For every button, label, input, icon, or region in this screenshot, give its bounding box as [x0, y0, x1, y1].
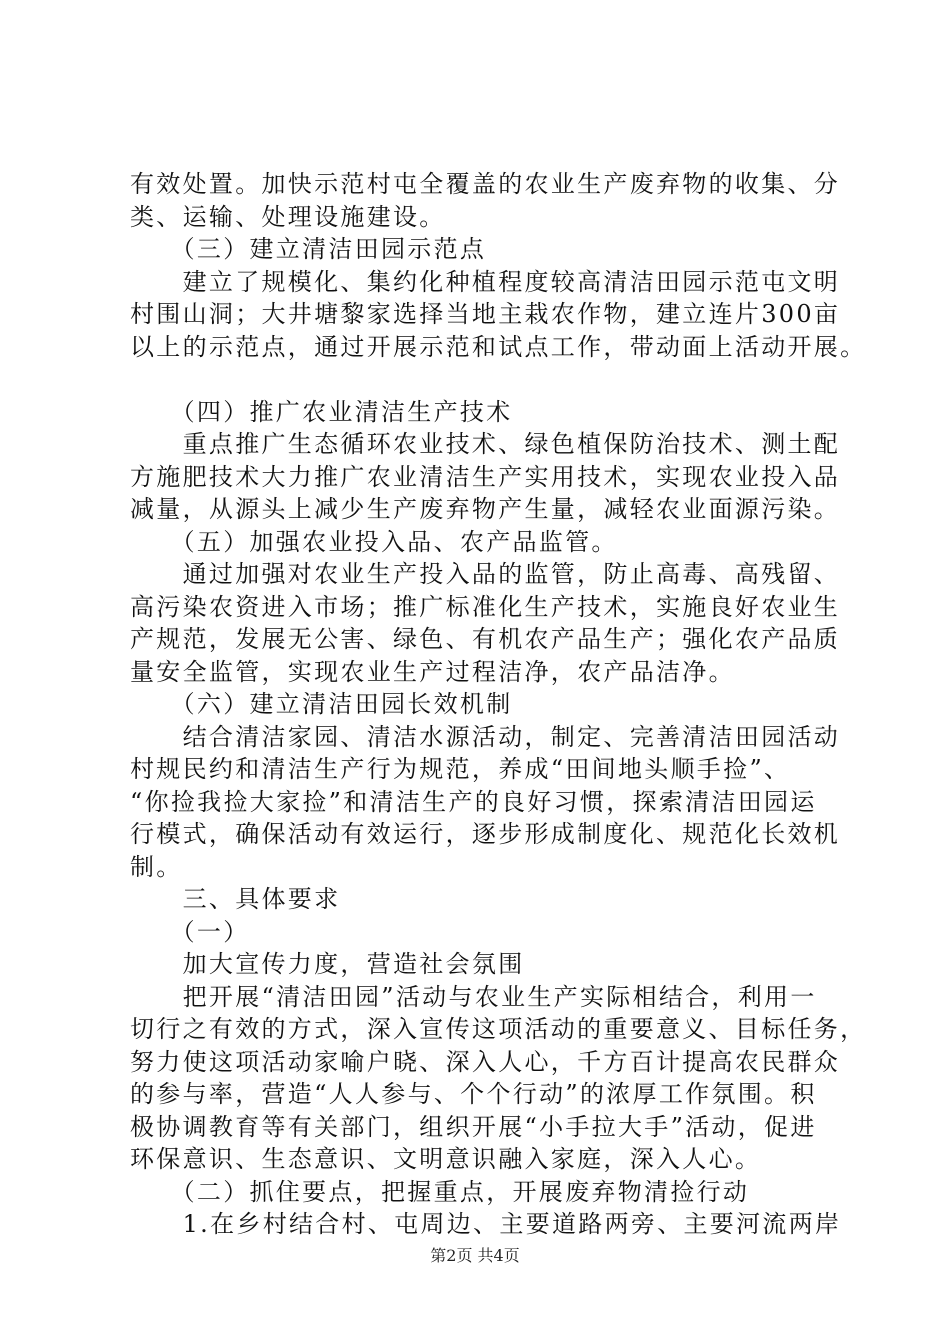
text-line: 以上的示范点，通过开展示范和试点工作，带动面上活动开展。	[130, 332, 867, 361]
text-line: 的参与率，营造“人人参与、个个行动”的浓厚工作氛围。积	[130, 1080, 817, 1108]
blank-line	[130, 363, 846, 396]
text-line: （一）	[130, 917, 250, 946]
text-line: 行模式，确保活动有效运行，逐步形成制度化、规范化长效机	[130, 820, 841, 848]
text-line: 产规范，发展无公害、绿色、有机农产品生产；强化农产品质	[130, 625, 841, 653]
text-line: （六）建立清洁田园长效机制	[130, 690, 513, 718]
text-line: 重点推广生态循环农业技术、绿色植保防治技术、测土配	[130, 430, 841, 458]
text-line: 三、具体要求	[130, 885, 341, 913]
text-line: 把开展“清洁田园”活动与农业生产实际相结合，利用一	[130, 982, 817, 1011]
text-line: 高污染农资进入市场；推广标准化生产技术，实施良好农业生	[130, 592, 841, 621]
text-line: 类、运输、处理设施建设。	[130, 202, 446, 231]
text-line: 村规民约和清洁生产行为规范，养成“田间地头顺手捡”、	[130, 755, 791, 783]
document-body	[130, 168, 867, 1241]
text-line: 制。	[130, 852, 183, 881]
text-line: 建立了规模化、集约化种植程度较高清洁田园示范屯文明	[130, 267, 841, 296]
text-line: （二）抓住要点，把握重点，开展废弃物清捡行动	[130, 1177, 750, 1206]
text-line: 结合清洁家园、清洁水源活动，制定、完善清洁田园活动	[130, 722, 841, 751]
text-line: （四）推广农业清洁生产技术	[130, 397, 513, 426]
text-line: 切行之有效的方式，深入宣传这项活动的重要意义、目标任务，	[130, 1015, 867, 1043]
text-line: 有效处置。加快示范村屯全覆盖的农业生产废弃物的收集、分	[130, 170, 841, 198]
text-line: 量安全监管，实现农业生产过程洁净，农产品洁净。	[130, 657, 735, 686]
text-line: 通过加强对农业生产投入品的监管，防止高毒、高残留、	[130, 560, 841, 588]
text-line: 1.在乡村结合村、屯周边、主要道路两旁、主要河流两岸	[130, 1210, 842, 1238]
text-line: （三）建立清洁田园示范点	[130, 235, 487, 263]
text-line: 方施肥技术大力推广农业清洁生产实用技术，实现农业投入品	[130, 462, 841, 491]
page-footer: 第2页 共4页	[430, 1246, 520, 1265]
text-line: 努力使这项活动家喻户晓、深入人心，千方百计提高农民群众	[130, 1047, 841, 1076]
text-line: 村围山洞；大井塘黎家选择当地主栽农作物，建立连片300亩	[130, 300, 841, 328]
text-line: “你捡我捡大家捡”和清洁生产的良好习惯，探索清洁田园运	[130, 787, 817, 816]
text-line: 减量，从源头上减少生产废弃物产生量，减轻农业面源污染。	[130, 495, 841, 523]
text-line: 环保意识、生态意识、文明意识融入家庭，深入人心。	[130, 1145, 762, 1173]
text-line: 极协调教育等有关部门，组织开展“小手拉大手”活动，促进	[130, 1112, 817, 1141]
text-line: 加大宣传力度，营造社会氛围	[130, 950, 525, 978]
text-line: （五）加强农业投入品、农产品监管。	[130, 527, 618, 556]
